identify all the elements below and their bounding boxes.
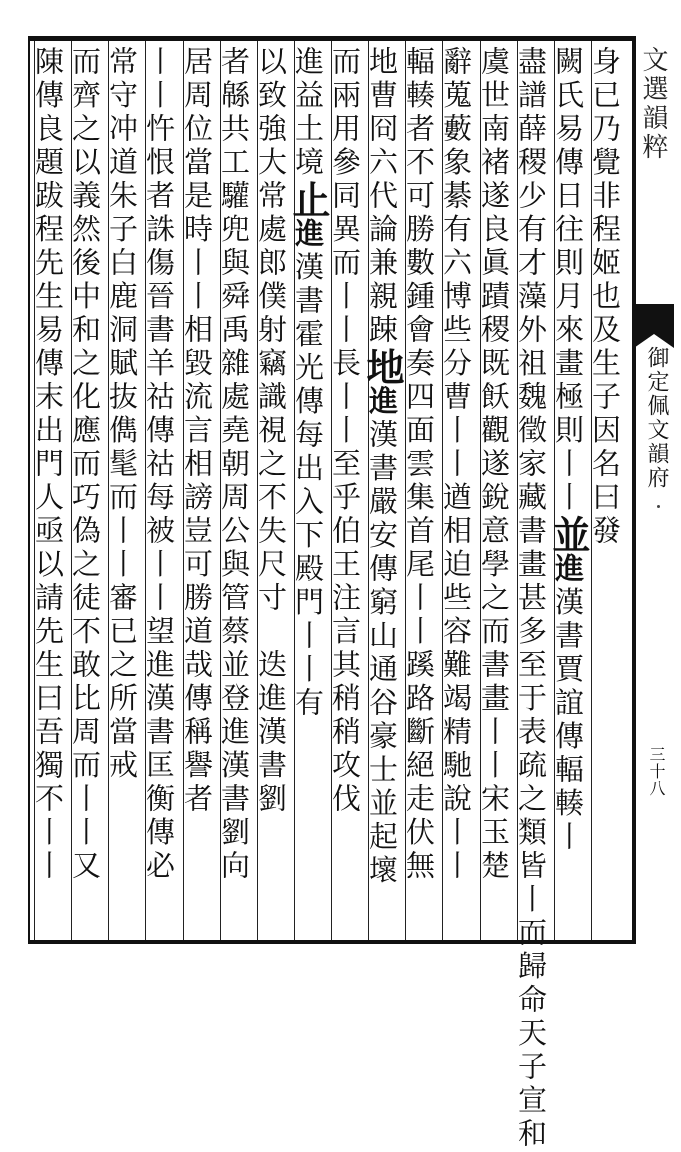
column-text: 以致強大 [254, 46, 288, 180]
ink-speck [657, 505, 660, 508]
column-text-continued: 登進漢書劉向 [217, 682, 251, 884]
column-text: 辭蒐藪象綦有六博些分曹丨丨遒相迫些容難竭精馳說丨丨 [439, 46, 473, 884]
text-column [477, 46, 516, 938]
text-column [546, 46, 591, 938]
column-text: 地曹冏六代論兼親踈 [365, 46, 399, 348]
column-text: 者緜共工驩兜與舜禹雜處堯朝周公與管蔡並 [217, 46, 251, 683]
headword: 止 [286, 180, 331, 218]
page-margin [634, 46, 674, 938]
column-text: 進益土境 [291, 46, 325, 180]
column-text-continued: 傳稱譽者 [180, 682, 214, 817]
headword: 並 [546, 515, 591, 553]
page-number: 三十八 [647, 746, 666, 797]
text-column [514, 46, 553, 1152]
book-title: 文選韻粹 [638, 46, 668, 162]
column-text-continued: 審已之所當戒 [105, 582, 139, 783]
text-column [360, 46, 405, 938]
text-column [439, 46, 478, 938]
column-text-continued: 丨而歸命天子宣和 [514, 883, 548, 1152]
column-text-continued: 長丨丨至乎伯王注言其稍稍攻伐 [328, 347, 362, 817]
text-column [328, 46, 367, 938]
column-text-continued: 漢書霍光傳每出入下殿門丨丨有 [291, 251, 325, 721]
column-text: 而齊之以義然後中和之化應而巧偽之徒不敢比周而丨丨又 [68, 46, 102, 884]
headword-suffix: 進 [365, 385, 399, 419]
text-column [254, 46, 293, 938]
column-text: 輻輳者不可勝數鍾會奏四面雲集首尾丨丨蹊路斷絕走伏無 [402, 46, 436, 884]
text-column [588, 46, 627, 938]
column-text: 闕氏易傳日往則月來畫極則丨丨 [551, 46, 585, 515]
column-text: 居周位當是時丨丨相毀流言相謗豈可勝道哉 [180, 46, 214, 683]
text-column [180, 46, 219, 938]
column-text: 身已乃覺非程姬也及生子因名曰發 [588, 46, 622, 549]
text-column [217, 46, 256, 938]
text-column [402, 46, 441, 938]
series-title: 御定佩文韻府 [644, 346, 669, 490]
column-text: 盡譜薛稷少有才藻外祖魏徵家藏書畫甚多至于表疏之類皆 [514, 46, 548, 884]
column-text-continued: 常處郎僕射竊識視之不失尺寸 迭進漢書劉 [254, 180, 288, 817]
text-column [31, 46, 70, 938]
headword: 地 [360, 347, 405, 386]
column-text-continued: 望進漢書匡衡傳必 [142, 615, 176, 884]
text-column [68, 46, 107, 938]
text-column [105, 46, 144, 938]
column-text: 而兩用參同異而丨丨 [328, 46, 362, 348]
column-text: 丨丨忤恨者誅傷晉書羊祜傳祜每被丨丨 [142, 46, 176, 616]
column-text: 常守冲道朱子白鹿洞賦抜儁髦而丨丨 [105, 46, 139, 582]
text-column [286, 46, 331, 938]
text-column [142, 46, 181, 938]
column-text: 虞世南褚遂良眞蹟稷既飫觀遂銳意學之而書畫丨丨宋玉楚 [477, 46, 511, 884]
column-text-continued: 漢書嚴安傳窮山通谷豪士並起壞 [365, 419, 399, 888]
column-text: 陳傳良題跋程先生易傳末出門人亟以請先生曰吾獨不丨丨 [31, 46, 65, 884]
column-text-continued: 漢書賈誼傳輻輳丨 [551, 586, 585, 855]
fishtail-mark-icon [634, 304, 674, 348]
headword-suffix: 進 [291, 218, 325, 252]
headword-suffix: 進 [551, 553, 585, 587]
